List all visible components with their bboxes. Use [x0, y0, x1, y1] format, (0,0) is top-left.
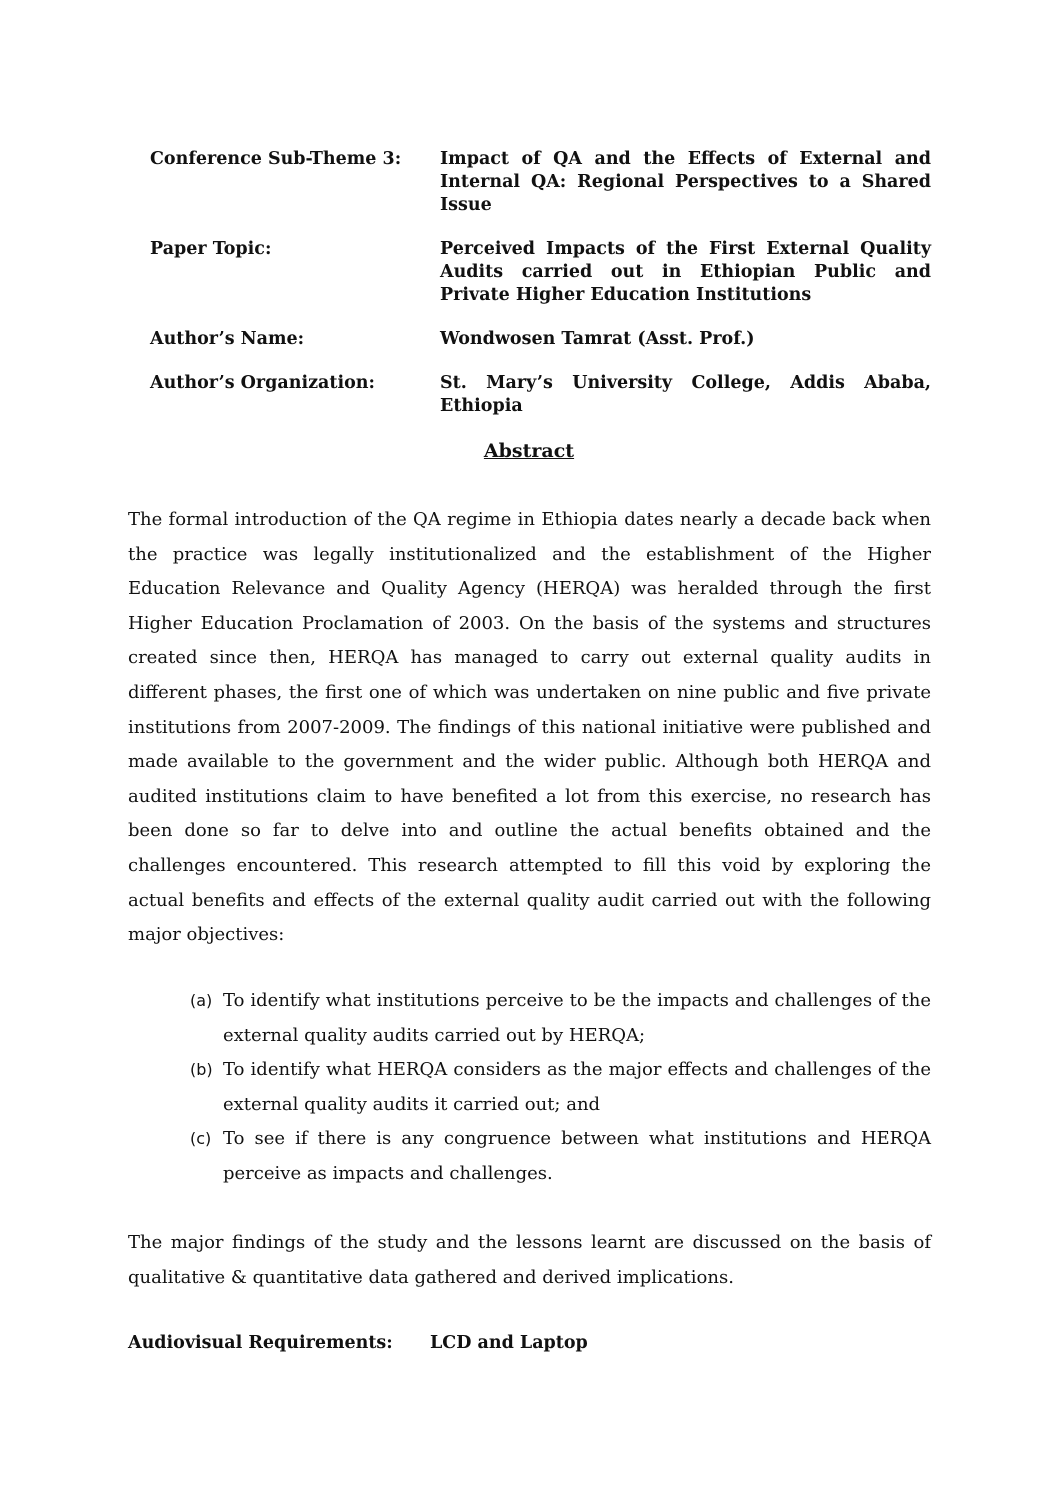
metadata-row-paper-topic: [150, 238, 931, 307]
paper-topic-value: Perceived Impacts of the First External Quality Audits carried out in Ethiopian Public and Private Higher Education Institutions: [440, 239, 931, 305]
objective-text: To identify what HERQA considers as the major effects and challenges of the external quality audits it carried out; and: [223, 1059, 931, 1115]
abstract-paragraph: The formal introduction of the QA regime in Ethiopia dates nearly a decade back when the practice was legally institutionalized and the establishment of the Higher Education Relevance and Quality Agency (HERQA) was heralded through the first Higher Education Proclamation of 2003. On the basis of the systems and structures created since then, HERQA has managed to carry out external quality audits in different phases, the first one of which was undertaken on nine public and five private institutions from 2007-2009. The findings of this national initiative were published and made available to the government and the wider public. Although both HERQA and audited institutions claim to have benefited a lot from this exercise, no research has been done so far to delve into and outline the actual benefits obtained and the challenges encountered. This research attempted to fill this void by exploring the actual benefits and effects of the external quality audit carried out with the following major objectives:: [128, 509, 931, 946]
list-marker: (a): [190, 991, 213, 1010]
audiovisual-value: LCD and Laptop: [430, 1333, 588, 1353]
objective-text: To see if there is any congruence between what institutions and HERQA perceive as impacts and challenges.: [223, 1128, 931, 1184]
objective-text: To identify what institutions perceive to be the impacts and challenges of the external quality audits carried out by HERQA;: [223, 990, 931, 1046]
list-marker: (c): [190, 1129, 212, 1149]
conclusion-paragraph: The major findings of the study and the lessons learnt are discussed on the basis of qualitative & quantitative data gathered and derived implications.: [128, 1232, 931, 1288]
audiovisual-label: Audiovisual Requirements:: [128, 1333, 393, 1353]
list-marker: (b): [190, 1060, 213, 1080]
author-organization-value: St. Mary’s University College, Addis Ababa, Ethiopia: [440, 373, 931, 416]
author-name-label: Author’s Name:: [150, 329, 305, 349]
list-item: [190, 1122, 931, 1191]
sub-theme-label: Conference Sub-Theme 3:: [150, 149, 402, 169]
sub-theme-value: Impact of QA and the Effects of External and Internal QA: Regional Perspectives to a Shared Issue: [440, 149, 931, 215]
paper-topic-label: Paper Topic:: [150, 239, 272, 259]
abstract-heading: Abstract: [483, 440, 575, 462]
audiovisual-requirements: [128, 1333, 588, 1353]
author-name-value: Wondwosen Tamrat (Asst. Prof.): [440, 329, 755, 349]
author-organization-label: Author’s Organization:: [150, 373, 375, 393]
list-item: [190, 1053, 931, 1122]
metadata-row-author-organization: [150, 372, 931, 418]
paper-metadata: [150, 148, 931, 439]
list-item: [190, 984, 931, 1053]
metadata-row-author-name: [150, 328, 931, 351]
metadata-row-sub-theme: [150, 148, 931, 217]
objectives-list: [190, 984, 931, 1192]
